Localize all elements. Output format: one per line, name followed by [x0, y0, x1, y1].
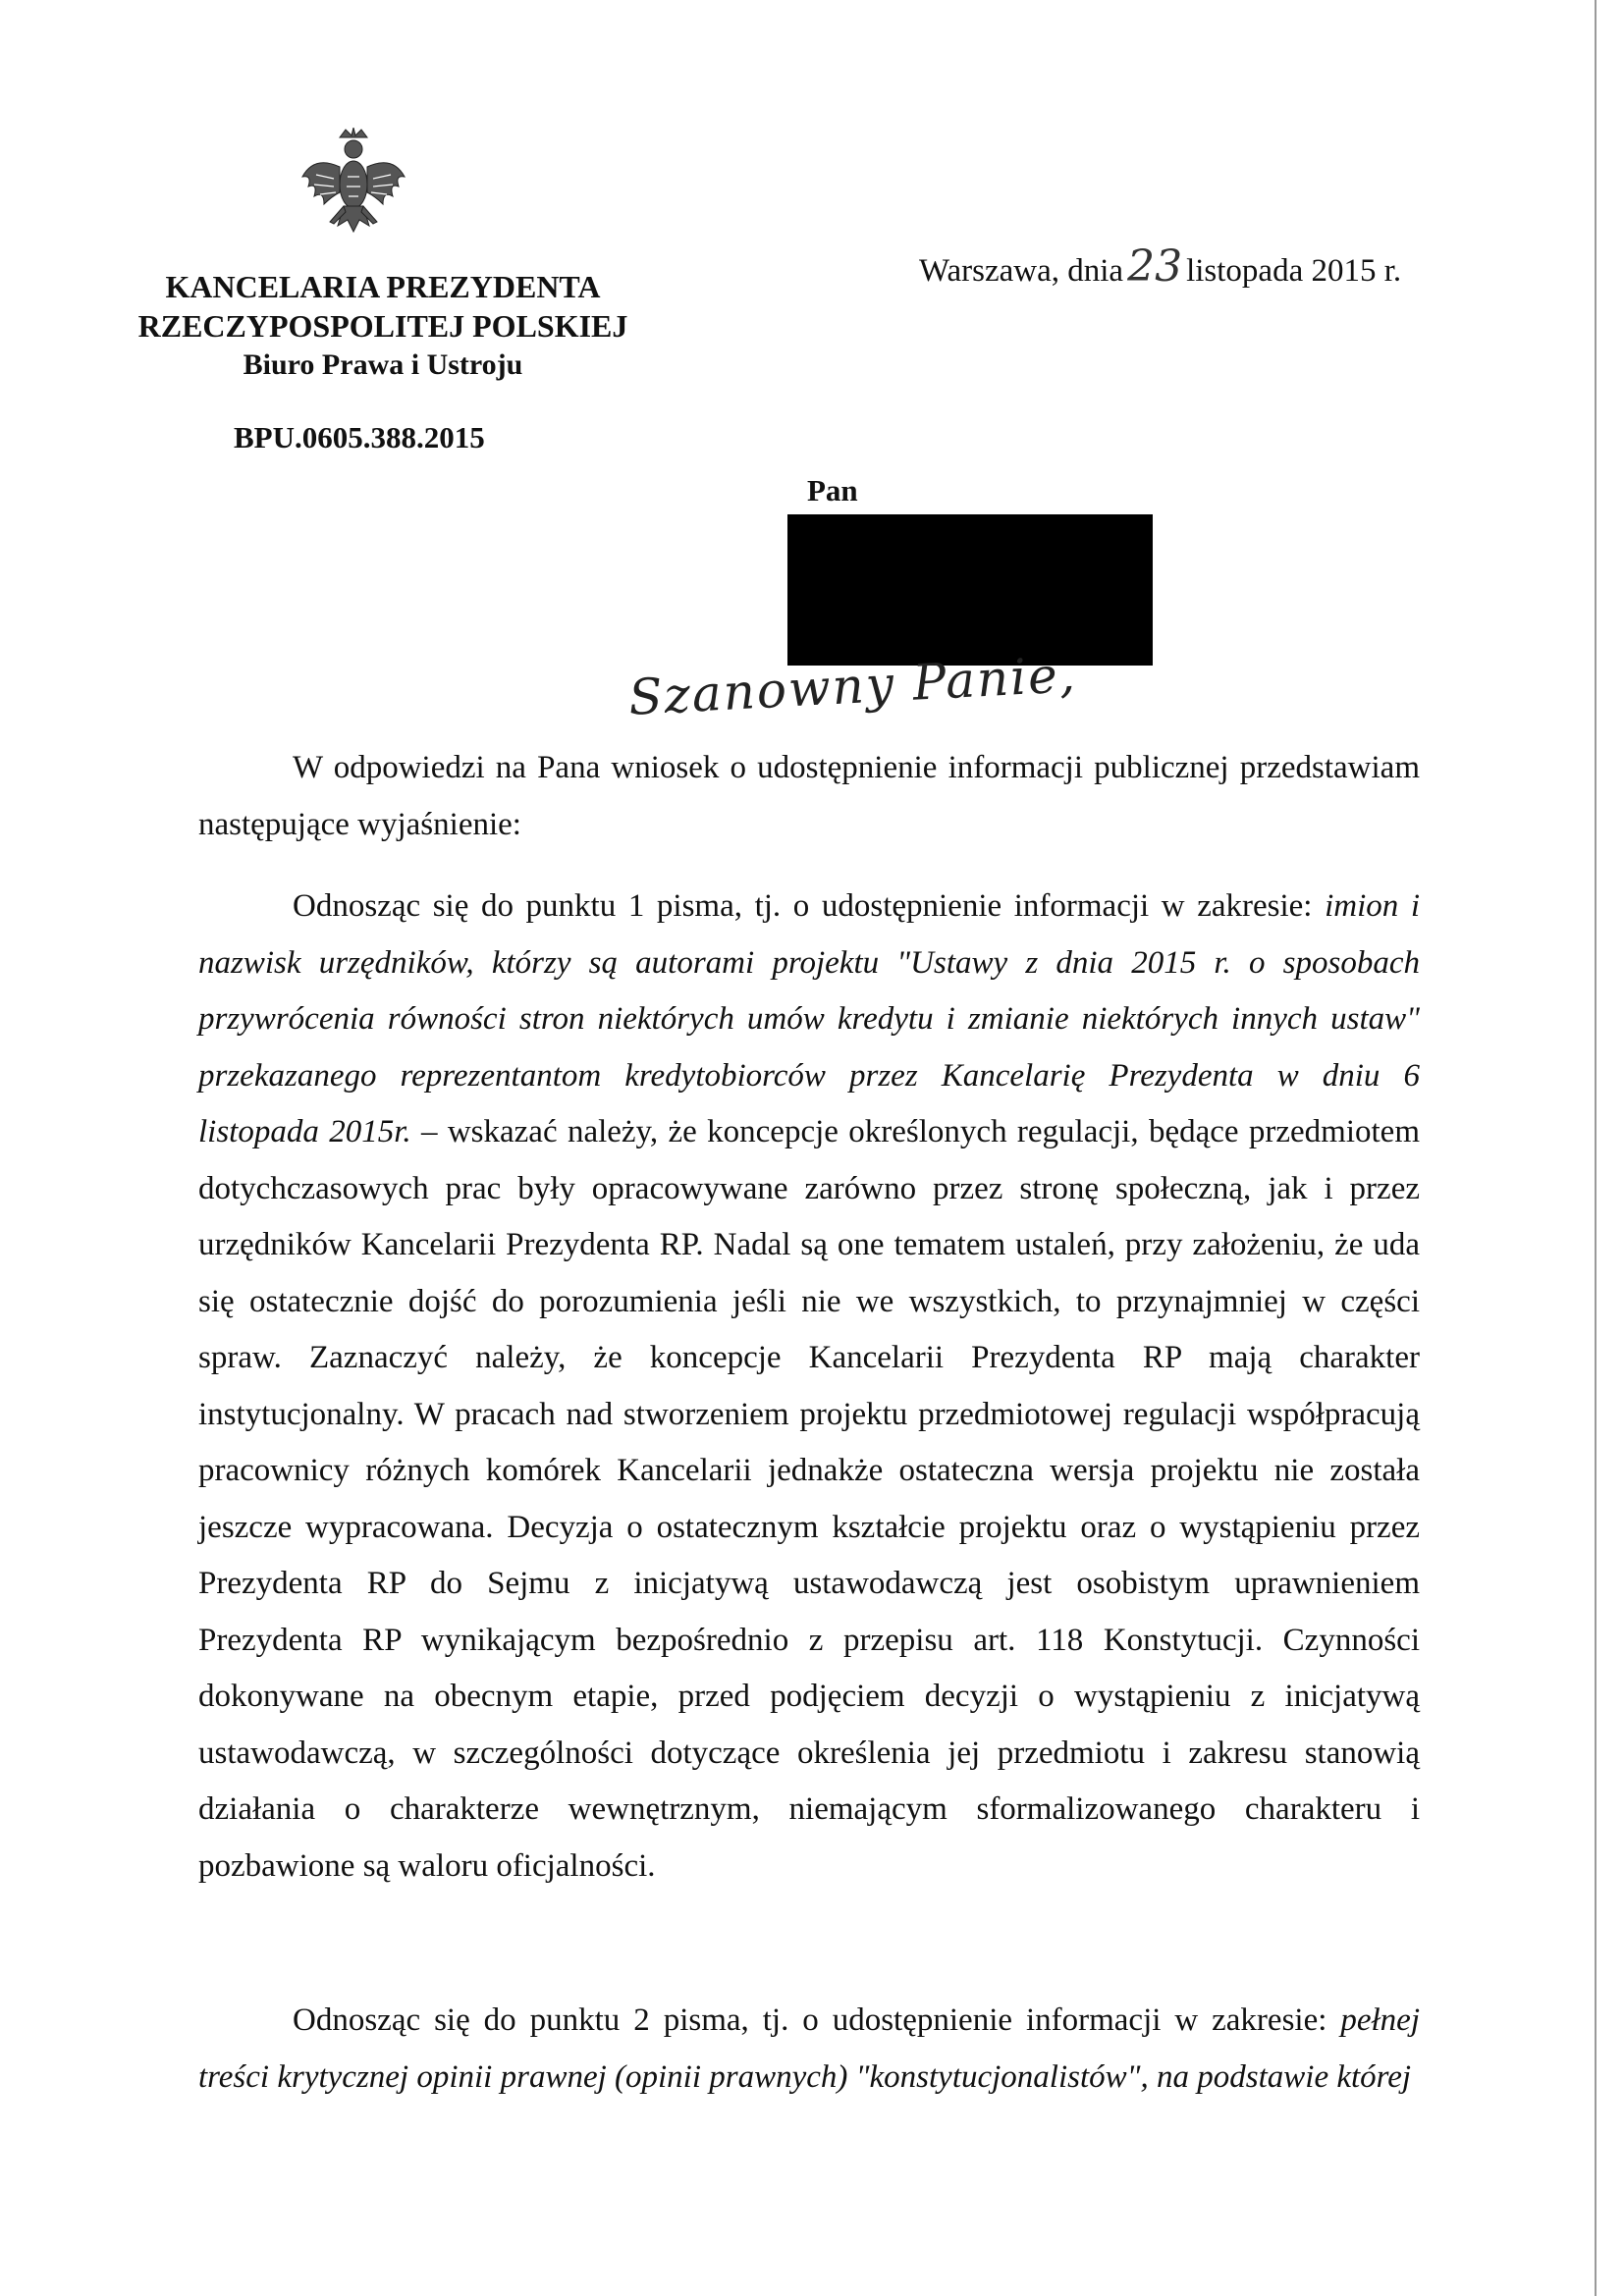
paragraph-intro: W odpowiedzi na Pana wniosek o udostępnienie informacji publicznej przedstawiam następujące wyjaśnienie:	[198, 750, 1420, 842]
date-day-handwritten: 23	[1127, 241, 1183, 292]
paragraph-point-2-quote: pełnej treści krytycznej opinii prawnej (opinii prawnych) "konstytucjonalistów", na podstawie której	[198, 2002, 1420, 2095]
paragraph-point-1-intro: Odnosząc się do punktu 1 pisma, tj. o udostępnienie informacji w zakresie:	[293, 888, 1326, 924]
paragraph-point-1-quote: imion i nazwisk urzędników, którzy są autorami projektu "Ustawy z dnia 2015 r. o sposobach przywrócenia równości stron niektórych umów kredytu i zmianie niektórych innych ustaw" przekazanego reprezentantom kredytobiorców przez Kancelarię Prezydenta w dniu 6 listopada 2015r.	[198, 888, 1420, 1149]
paragraph-point-2-intro: Odnosząc się do punktu 2 pisma, tj. o udostępnienie informacji w zakresie:	[293, 2002, 1341, 2038]
date-prefix: Warszawa, dnia	[919, 253, 1124, 289]
date-line	[919, 241, 1401, 292]
date-suffix: listopada 2015 r.	[1186, 253, 1402, 289]
paragraph-point-1	[198, 879, 1420, 1895]
paragraph-point-1-body: – wskazać należy, że koncepcje określonych regulacji, będące przedmiotem dotychczasowych prac były opracowywane zarówno przez stronę społeczną, jak i przez urzędników Kancelarii Prezydenta RP. Nadal są one tematem ustaleń, przy założeniu, że uda się ostatecznie dojść do porozumienia jeśli nie we wszystkich, to przynajmniej w części spraw. Zaznaczyć należy, że koncepcje Kancelarii Prezydenta RP mają charakter instytucjonalny. W pracach nad stworzeniem projektu przedmiotowej regulacji współpracują pracownicy różnych komórek Kancelarii jednakże ostateczna wersja projektu nie została jeszcze wypracowana. Decyzja o ostatecznym kształcie projektu oraz o wystąpieniu przez Prezydenta RP do Sejmu z inicjatywą ustawodawczą jest osobistym uprawnieniem Prezydenta RP wynikającym bezpośrednio z przepisu art. 118 Konstytucji. Czynności dokonywane na obecnym etapie, przed podjęciem decyzji o wystąpieniu z inicjatywą ustawodawczą, w szczególności dotyczące określenia jej przedmiotu i zakresu stanowią działania o charakterze wewnętrznym, niemającym sformalizowanego charakteru i pozbawione są waloru oficjalności.	[198, 1114, 1420, 1884]
recipient-title: Pan	[807, 473, 858, 507]
reference-number: BPU.0605.388.2015	[234, 420, 485, 454]
org-name-line2: RZECZYPOSPOLITEJ POLSKIEJ	[137, 308, 628, 344]
redacted-recipient-block	[787, 514, 1153, 666]
scan-edge-line	[1595, 0, 1597, 2296]
handwritten-salutation: Szanowny Panie,	[626, 646, 1078, 726]
letter-body	[198, 740, 1420, 2106]
paragraph-point-2	[198, 1993, 1420, 2106]
letterhead	[79, 267, 687, 385]
polish-eagle-emblem-icon	[295, 128, 412, 245]
org-name-line1: KANCELARIA PREZYDENTA	[165, 269, 601, 304]
office-name: Biuro Prawa i Ustroju	[243, 348, 523, 381]
